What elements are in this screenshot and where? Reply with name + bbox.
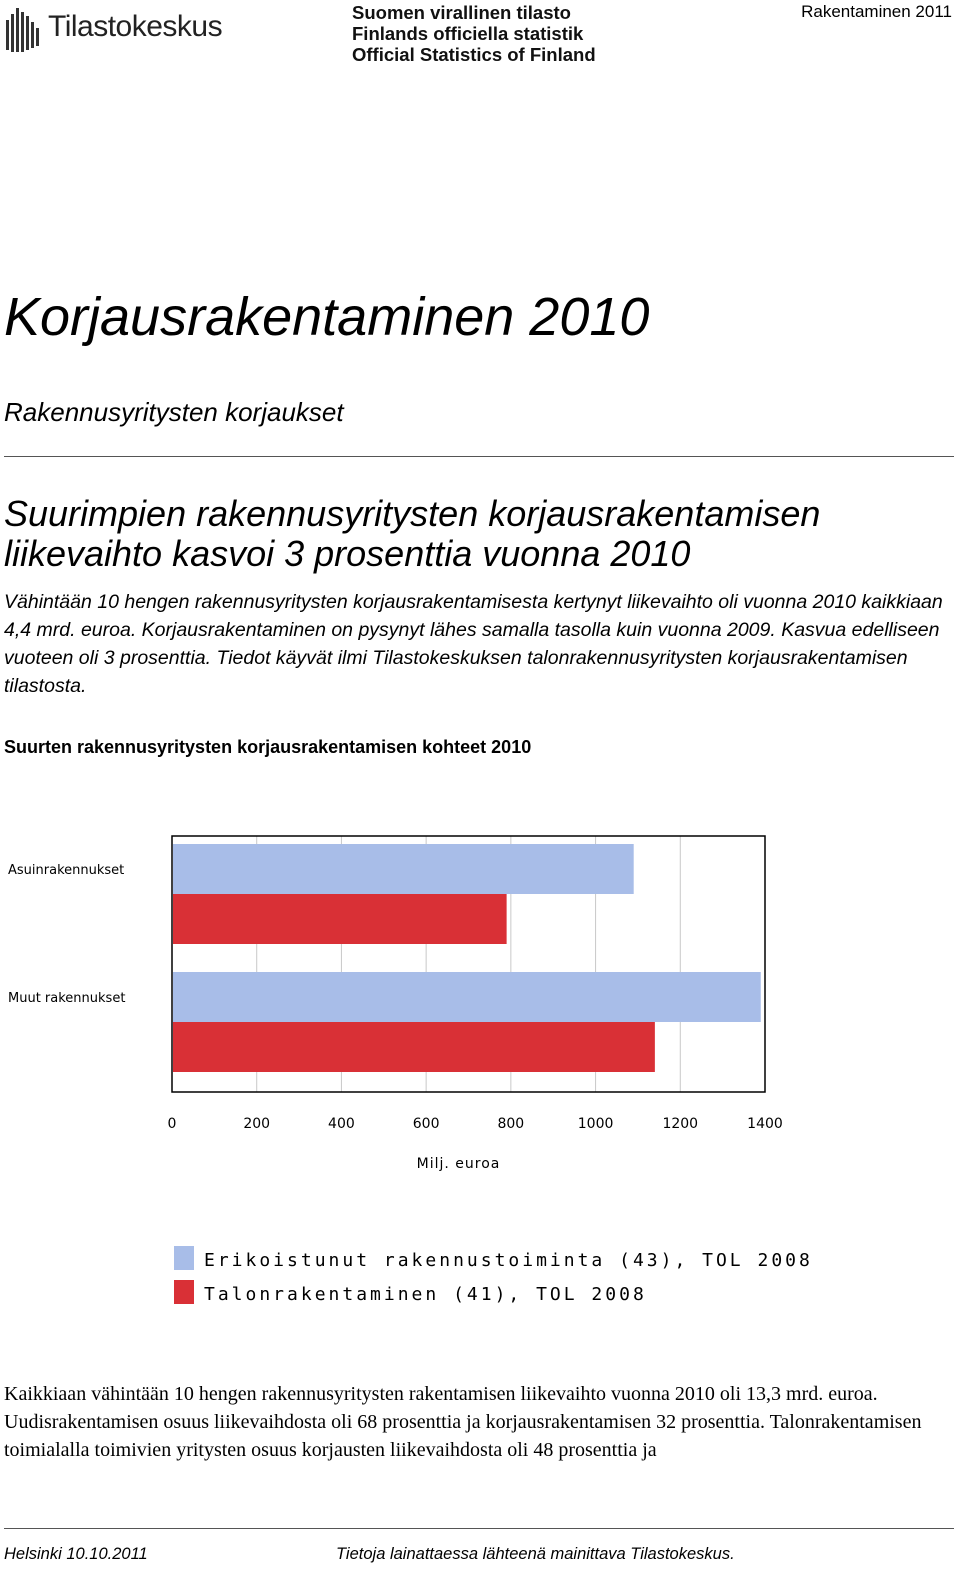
x-tick-label: 800 [497,1116,525,1132]
bar [173,844,634,894]
logo-mark-icon [4,6,44,56]
page-subtitle: Rakennusyritysten korjaukset [4,397,344,427]
headline-line: liikevaihto kasvoi 3 prosenttia vuonna 2010 [4,533,691,574]
x-tick-label: 1000 [577,1116,614,1132]
tilastokeskus-logo [4,4,244,56]
x-tick-label: 200 [243,1116,271,1132]
x-tick-label: 1200 [662,1116,699,1132]
legend-swatch [174,1246,194,1270]
legend-label: Talonrakentaminen (41), TOL 2008 [204,1284,647,1305]
body-paragraph: Kaikkiaan vähintään 10 hengen rakennusyritysten rakentamisen liikevaihto vuonna 2010 oli 13,3 mrd. euroa. Uudisrakentamisen osuus liikevaihdosta oli 68 prosenttia ja korjausrakentamisen 32 prosenttia. Talonrakentamisen toimialalla toimivien yritysten osuus korjausten liikevaihdosta oli 48 prosenttia ja [4,1383,922,1461]
series-label: Rakentaminen 2011 [801,2,952,21]
page-title: Korjausrakentaminen 2010 [4,287,650,347]
legend-swatch [174,1280,194,1304]
category-label: Muut rakennukset [8,991,126,1006]
bar [173,894,507,944]
official-line-sv: Finlands officiella statistik [352,23,584,44]
bar-chart [0,820,800,1190]
official-line-en: Official Statistics of Finland [352,44,596,65]
x-tick-label: 400 [328,1116,355,1132]
footer-citation: Tietoja lainattaessa lähteenä mainittava Tilastokeskus. [336,1545,735,1563]
logo-text: Tilastokeskus [48,10,223,43]
bar [173,1022,655,1072]
divider [4,456,954,457]
chart-title: Suurten rakennusyritysten korjausrakentamisen kohteet 2010 [4,737,532,757]
x-tick-label: 1400 [747,1116,783,1132]
x-tick-label: 0 [167,1116,177,1132]
footer-date: Helsinki 10.10.2011 [4,1545,148,1563]
lead-paragraph: Vähintään 10 hengen rakennusyritysten korjausrakentamisesta kertynyt liikevaihto oli vuonna 2010 kaikkiaan 4,4 mrd. euroa. Korjausrakentaminen on pysynyt lähes samalla tasolla kuin vuonna 2009. Kasvua edelliseen vuoteen oli 3 prosenttia. Tiedot käyvät ilmi Tilastokeskuksen talonrakennusyritysten korjausrakentamisen tilastosta. [4,591,943,697]
x-axis-label: Milj. euroa [416,1156,501,1172]
category-label: Asuinrakennukset [8,863,125,878]
bar [173,972,761,1022]
chart-legend [170,1238,813,1318]
official-line-fi: Suomen virallinen tilasto [352,2,571,23]
headline-line: Suurimpien rakennusyritysten korjausrakentamisen [4,493,821,534]
official-statistics-label [352,2,596,65]
footer-divider [4,1528,954,1529]
x-tick-label: 600 [412,1116,440,1132]
headline [4,494,944,574]
legend-label: Erikoistunut rakennustoiminta (43), TOL 2008 [204,1250,813,1271]
